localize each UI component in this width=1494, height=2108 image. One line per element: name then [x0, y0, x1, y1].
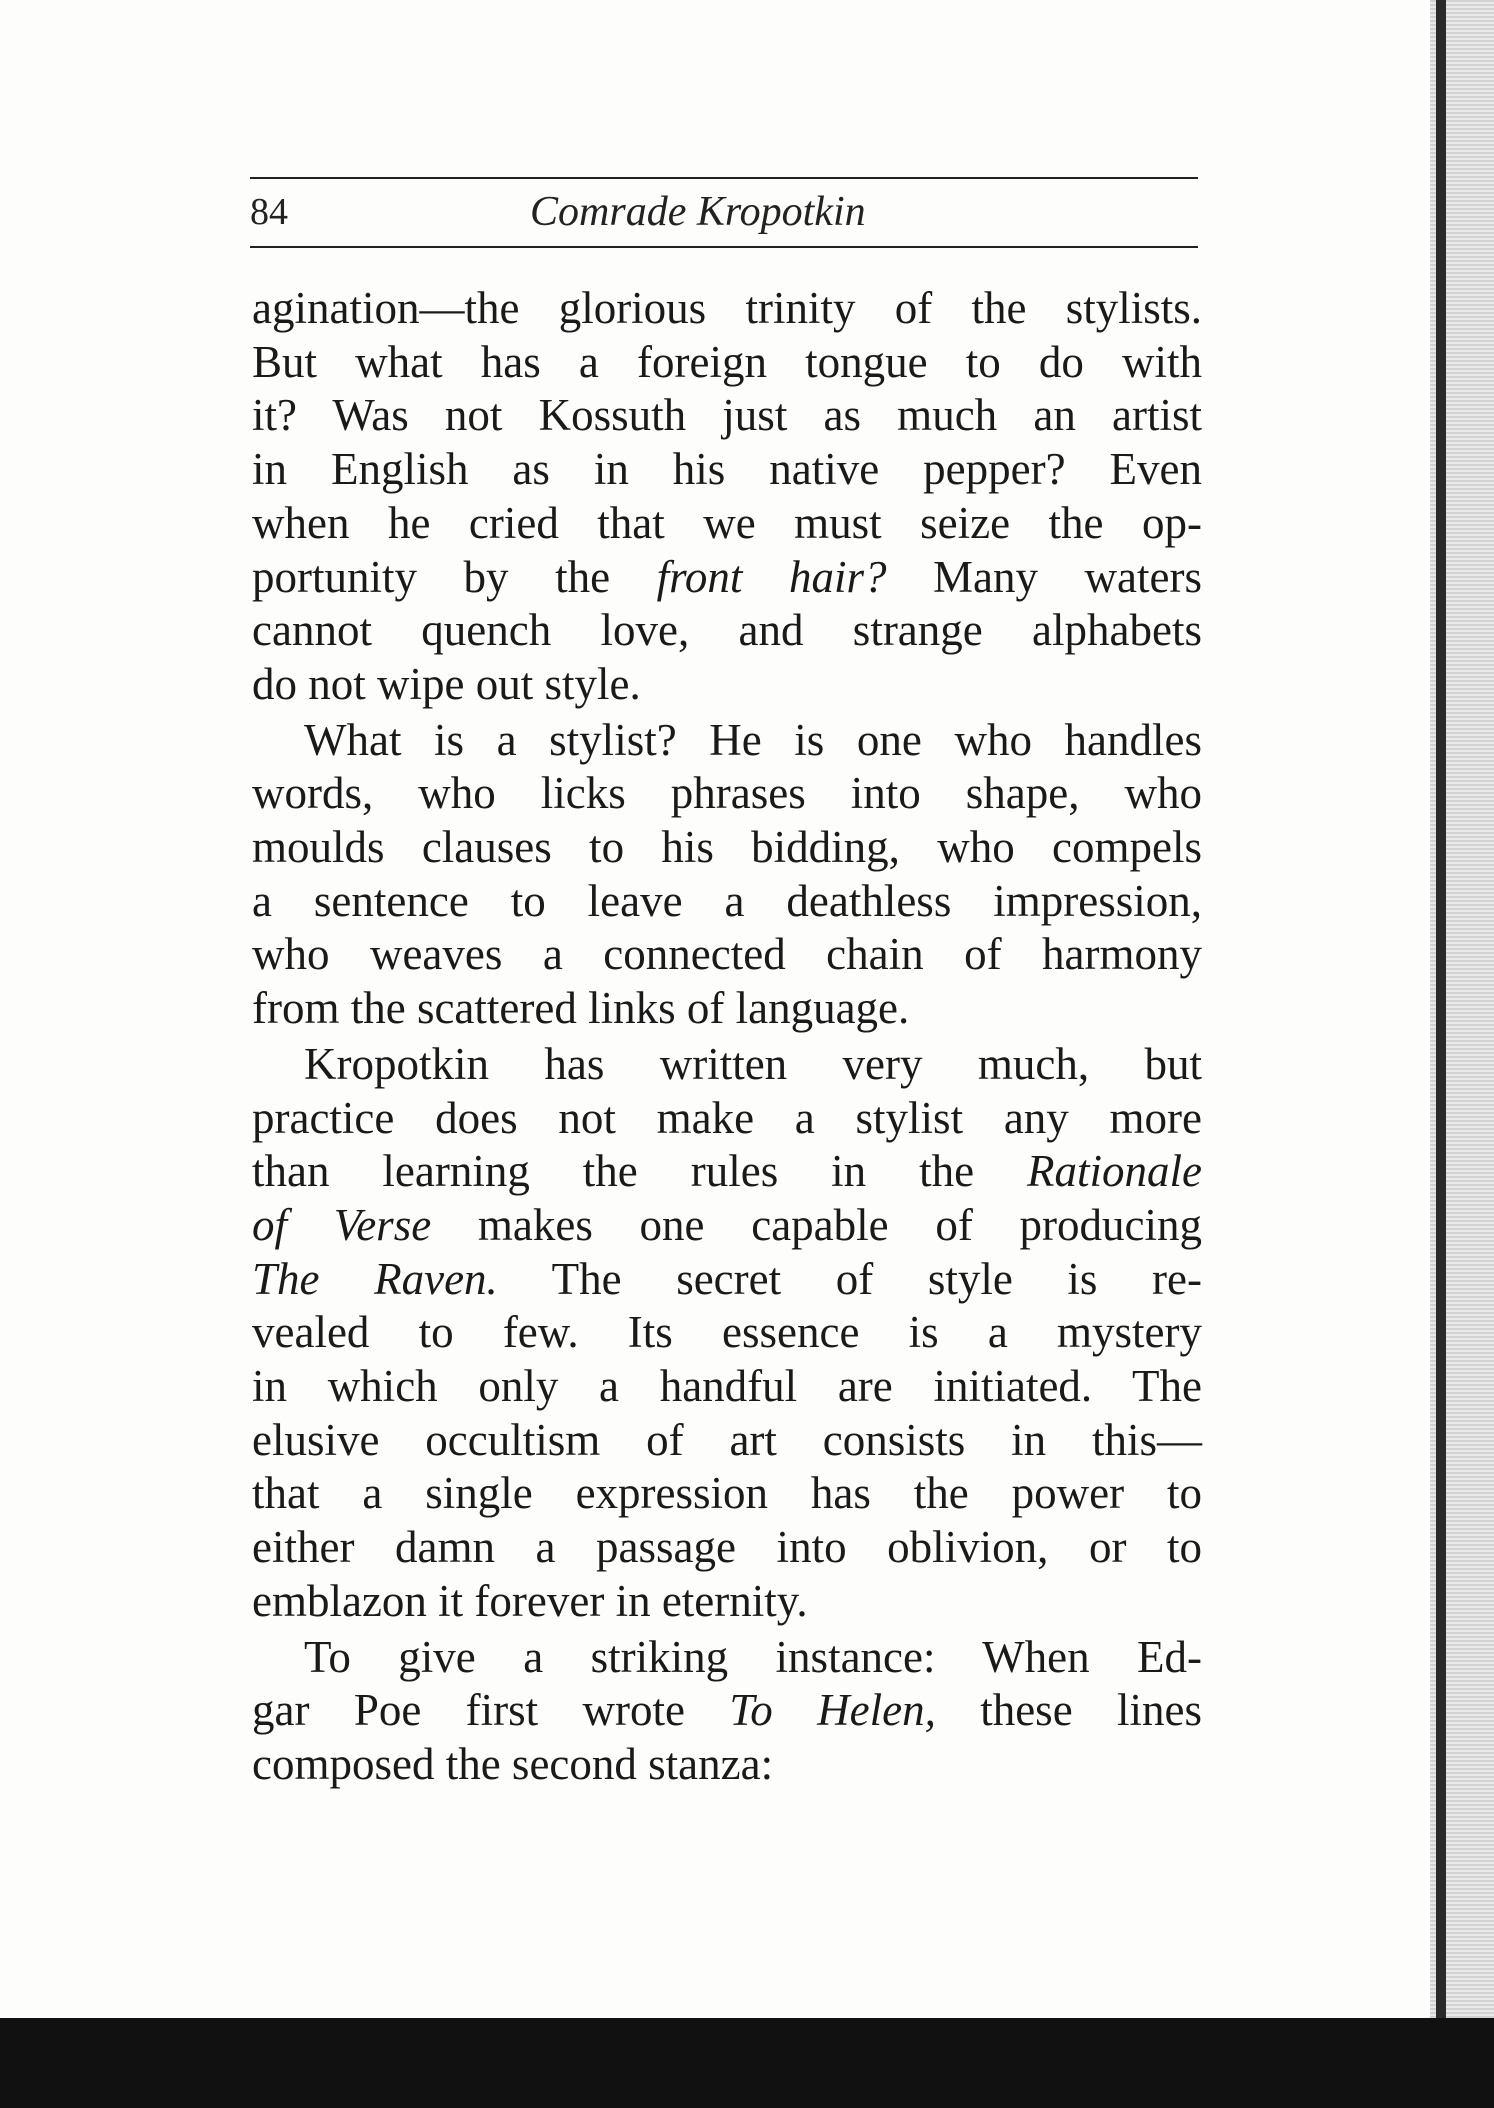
text-line — [252, 1684, 1202, 1738]
text-line: when he cried that we must seize the op- — [252, 497, 1202, 548]
text-line: from the scattered links of language. — [252, 983, 910, 1034]
text-line: emblazon it forever in eternity. — [252, 1575, 808, 1626]
text-line: Kropotkin has written very much, but — [304, 1038, 1202, 1089]
text-segment: portunity by the — [252, 551, 657, 602]
text-segment: Many waters — [886, 551, 1202, 602]
text-line — [252, 1145, 1202, 1199]
text-line: moulds clauses to his bidding, who compels — [252, 822, 1202, 873]
text-segment: these lines — [935, 1685, 1203, 1736]
italic-title: Rationale — [1027, 1146, 1202, 1197]
text-segment: makes one capable of producing — [431, 1199, 1202, 1250]
text-line — [252, 1199, 1202, 1253]
text-line: it? Was not Kossuth just as much an artist — [252, 390, 1202, 441]
text-line: either damn a passage into oblivion, or to — [252, 1522, 1202, 1573]
text-line: practice does not make a stylist any more — [252, 1092, 1202, 1143]
text-line: in which only a handful are initiated. The — [252, 1361, 1202, 1412]
italic-title: front hair? — [656, 551, 887, 602]
text-line: To give a striking instance: When Ed- — [304, 1631, 1202, 1682]
text-line: cannot quench love, and strange alphabets — [252, 605, 1202, 656]
text-line: a sentence to leave a deathless impression, — [252, 875, 1202, 926]
text-segment: The secret of style is re- — [497, 1253, 1202, 1304]
text-line: elusive occultism of art consists in this— — [252, 1414, 1202, 1465]
text-line: vealed to few. Its essence is a mystery — [252, 1307, 1202, 1358]
italic-title: of Verse — [252, 1199, 432, 1250]
paragraph — [252, 1038, 1202, 1629]
scan-border — [0, 2018, 1494, 2108]
text-line: words, who licks phrases into shape, who — [252, 768, 1202, 819]
italic-title: The Raven. — [252, 1253, 498, 1304]
running-title: Comrade Kropotkin — [530, 189, 866, 235]
text-line — [252, 551, 1202, 605]
text-line: do not wipe out style. — [252, 658, 641, 709]
text-line: that a single expression has the power to — [252, 1468, 1202, 1519]
text-line: agination—the glorious trinity of the stylists. — [252, 283, 1202, 333]
paragraph — [252, 1631, 1202, 1792]
text-segment: gar Poe first wrote — [252, 1685, 730, 1736]
text-line: What is a stylist? He is one who handles — [304, 714, 1202, 765]
header-rule-top — [250, 177, 1198, 179]
italic-title: To Helen, — [729, 1685, 936, 1736]
text-line: composed the second stanza: — [252, 1738, 774, 1789]
text-line: But what has a foreign tongue to do with — [252, 336, 1202, 387]
text-line — [252, 1253, 1202, 1307]
page-number: 84 — [250, 191, 288, 233]
header-rule-bottom — [250, 246, 1198, 248]
body-text — [252, 282, 1202, 1792]
paragraph — [252, 282, 1202, 712]
paragraph — [252, 714, 1202, 1036]
text-line: in English as in his native pepper? Even — [252, 444, 1202, 495]
text-line: who weaves a connected chain of harmony — [252, 929, 1202, 980]
page-gutter — [1430, 0, 1494, 2020]
text-segment: than learning the rules in the — [252, 1146, 1028, 1197]
